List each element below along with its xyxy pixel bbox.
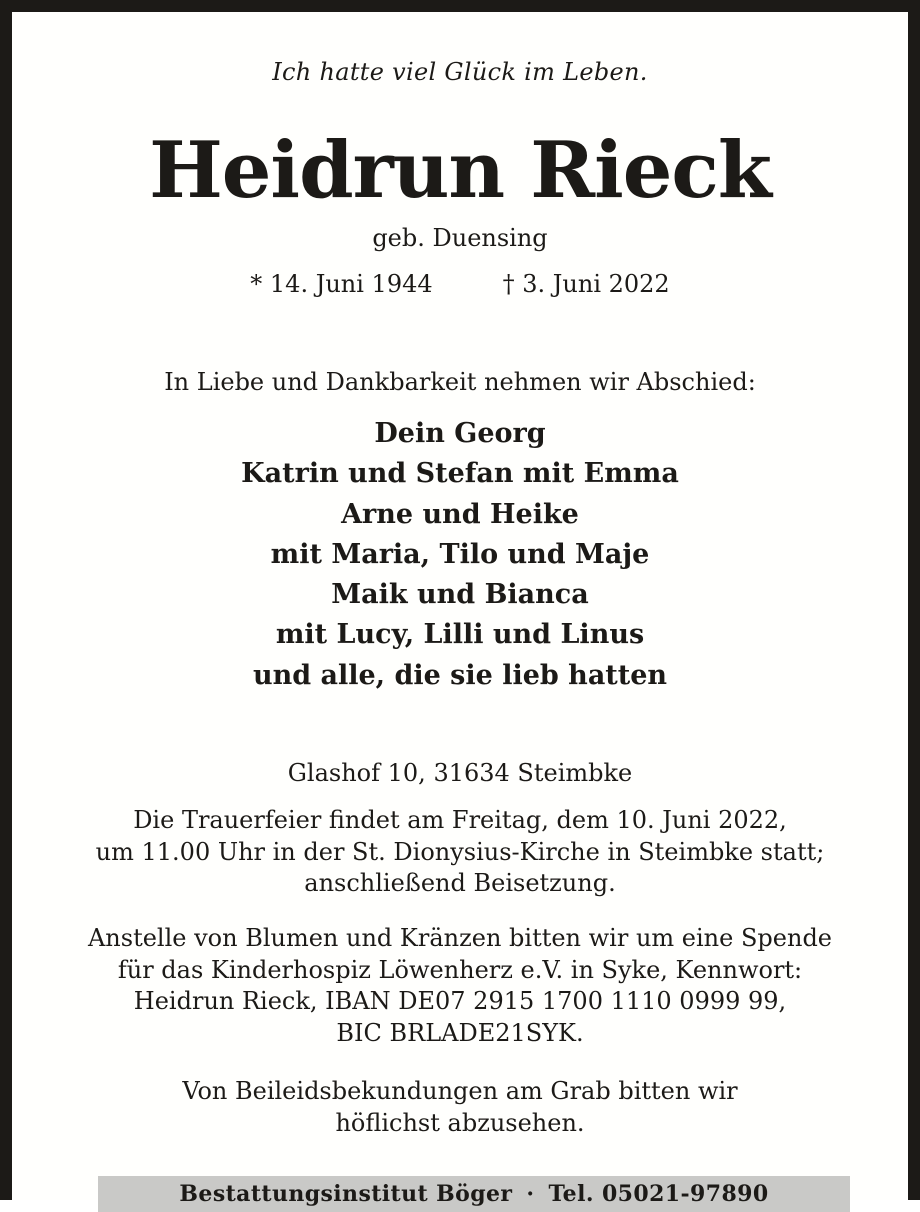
- condolence-line: Von Beileidsbekundungen am Grab bitten wir: [182, 1077, 738, 1105]
- life-dates: [12, 270, 908, 298]
- ceremony-info: [12, 805, 908, 900]
- mourner-line: Arne und Heike: [341, 498, 579, 530]
- donation-line: Anstelle von Blumen und Kränzen bitten wir um eine Spende: [87, 924, 833, 952]
- motto: Ich hatte viel Glück im Leben.: [272, 58, 648, 86]
- death-date: † 3. Juni 2022: [502, 270, 670, 298]
- mourner-line: Maik und Bianca: [331, 579, 589, 611]
- undertaker-phone: Tel. 05021-97890: [548, 1181, 769, 1207]
- birth-name: geb. Duensing: [372, 224, 548, 252]
- ceremony-line: Die Trauerfeier findet am Freitag, dem 10. Juni 2022,: [133, 806, 787, 834]
- undertaker-name: Bestattungsinstitut Böger: [179, 1181, 513, 1207]
- mourner-line: Katrin und Stefan mit Emma: [241, 458, 679, 490]
- mourner-line: Dein Georg: [374, 418, 546, 449]
- address: Glashof 10, 31634 Steimbke: [287, 759, 633, 787]
- mourner-line: mit Maria, Tilo und Maje: [270, 538, 650, 570]
- ceremony-line: um 11.00 Uhr in der St. Dionysius-Kirche in Steimbke statt;: [95, 837, 825, 866]
- farewell-line: In Liebe und Dankbarkeit nehmen wir Abschied:: [164, 368, 756, 396]
- footer-separator: ·: [526, 1181, 535, 1207]
- donation-line: BIC BRLADE21SYK.: [336, 1018, 584, 1047]
- donation-info: [12, 923, 908, 1049]
- condolence-line: höflichst abzusehen.: [335, 1108, 585, 1137]
- mourner-line: mit Lucy, Lilli und Linus: [275, 619, 645, 651]
- birth-date: * 14. Juni 1944: [250, 270, 433, 298]
- donation-line: für das Kinderhospiz Löwenherz e.V. in Syke, Kennwort:: [117, 955, 803, 984]
- condolence-note: [12, 1076, 908, 1139]
- undertaker-footer: [98, 1176, 850, 1212]
- donation-line: Heidrun Rieck, IBAN DE07 2915 1700 1110 0999 99,: [133, 987, 787, 1015]
- mourner-line: und alle, die sie lieb hatten: [252, 659, 668, 691]
- mourners-list: [12, 414, 908, 696]
- ceremony-line: anschließend Beisetzung.: [304, 869, 616, 897]
- deceased-name: Heidrun Rieck: [149, 125, 771, 216]
